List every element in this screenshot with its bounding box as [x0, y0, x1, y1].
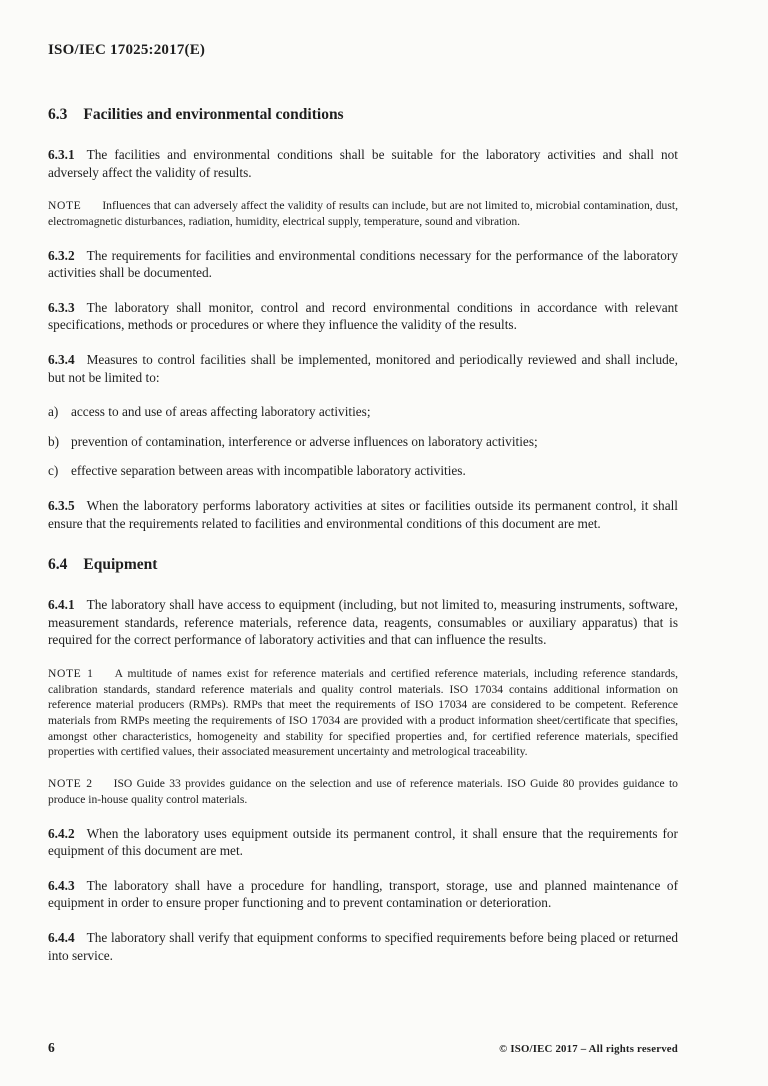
clause-number: 6.4.3 [48, 877, 75, 893]
clause-text: When the laboratory uses equipment outside its permanent control, it shall ensure that the requirements for equipment of this document are met. [48, 825, 678, 859]
note-2-6-4 [48, 776, 678, 807]
note-label: NOTE 1 [48, 666, 94, 680]
section-title: Facilities and environmental conditions [83, 106, 344, 123]
clause-number: 6.3.3 [48, 299, 75, 315]
clause-6-3-5 [48, 497, 678, 532]
list-item-text: prevention of contamination, interference or adverse influences on laboratory activities; [71, 433, 538, 449]
running-header: ISO/IEC 17025:2017(E) [48, 42, 206, 58]
clause-text: The laboratory shall have access to equipment (including, but not limited to, measuring instruments, software, measurement standards, reference materials, reference data, reagents, consumables or auxiliary apparatus) that is required for the correct performance of laboratory activities and that can influence the results. [48, 597, 678, 648]
note-label: NOTE 2 [48, 777, 93, 791]
list-item-label: c) [48, 463, 59, 479]
note-label: NOTE [48, 199, 82, 213]
clause-6-4-1 [48, 596, 678, 649]
clause-number: 6.4.4 [48, 929, 75, 945]
list-item-label: b) [48, 433, 60, 449]
clause-text: Measures to control facilities shall be implemented, monitored and periodically reviewed and shall include, but not be limited to: [48, 351, 678, 385]
clause-text: The requirements for facilities and environmental conditions necessary for the performance of the laboratory activities shall be documented. [48, 247, 678, 281]
clause-number: 6.3.4 [48, 351, 75, 367]
clause-6-3-4 [48, 351, 678, 386]
note-text: Influences that can adversely affect the validity of results can include, but are not limited to, microbial contamination, dust, electromagnetic disturbances, radiation, humidity, electrical supply, temperature, sound and vibration. [48, 199, 678, 228]
list-item-text: access to and use of areas affecting laboratory activities; [71, 404, 371, 420]
document-body [48, 106, 678, 964]
clause-text: The laboratory shall verify that equipment conforms to specified requirements before being placed or returned into service. [48, 929, 678, 963]
clause-text: The laboratory shall have a procedure for handling, transport, storage, use and planned maintenance of equipment in order to ensure proper functioning and to prevent contamination or deterioration. [48, 877, 678, 911]
section-number: 6.3 [48, 106, 68, 123]
list-item-c [48, 462, 678, 480]
clause-number: 6.3.5 [48, 497, 75, 513]
clause-6-3-2 [48, 247, 678, 282]
clause-6-3-1 [48, 146, 678, 181]
clause-text: The laboratory shall monitor, control and record environmental conditions in accordance with relevant specifications, methods or procedures or where they influence the validity of the results. [48, 299, 678, 333]
clause-number: 6.4.2 [48, 825, 75, 841]
section-title: Equipment [83, 556, 158, 574]
section-heading-6-4 [48, 556, 678, 574]
clause-6-3-3 [48, 299, 678, 334]
copyright-notice: © ISO/IEC 2017 – All rights reserved [499, 1043, 678, 1055]
note-text: ISO Guide 33 provides guidance on the selection and use of reference materials. ISO Guide 80 provides guidance to produce in-house quality control materials. [48, 777, 678, 806]
note-6-3 [48, 198, 678, 229]
clause-number: 6.3.1 [48, 147, 75, 162]
clause-text: When the laboratory performs laboratory activities at sites or facilities outside its permanent control, it shall ensure that the requirements related to facilities and environmental conditions of this document are met. [48, 497, 678, 531]
clause-text: The facilities and environmental conditions shall be suitable for the laboratory activities and shall not adversely affect the validity of results. [48, 147, 678, 180]
note-1-6-4 [48, 666, 678, 760]
clause-6-4-4 [48, 929, 678, 964]
section-heading-6-3 [48, 106, 678, 124]
note-text: A multitude of names exist for reference materials and certified reference materials, including reference standards, calibration standards, standard reference materials and quality control materials. ISO 17034 contains additional information on reference material producers (RMPs). RMPs that meet the requirements of ISO 17034 are considered to be competent. Reference materials from RMPs meeting the requirements of ISO 17034 are provided with a product information sheet/certificate that specifies, amongst other characteristics, homogeneity and stability for specified properties and, for certified reference materials, specified properties with certified values, their associated measurement uncertainty and metrological traceability. [48, 666, 678, 759]
clause-number: 6.4.1 [48, 597, 75, 613]
clause-6-4-2 [48, 825, 678, 860]
list-item-label: a) [48, 404, 59, 420]
page-number: 6 [48, 1040, 55, 1055]
page-footer [48, 1040, 678, 1056]
clause-number: 6.3.2 [48, 247, 75, 263]
list-item-b [48, 433, 678, 451]
clause-6-3-4-list [48, 403, 678, 480]
list-item-text: effective separation between areas with incompatible laboratory activities. [71, 463, 466, 479]
list-item-a [48, 403, 678, 421]
clause-6-4-3 [48, 877, 678, 912]
section-number: 6.4 [48, 556, 68, 574]
